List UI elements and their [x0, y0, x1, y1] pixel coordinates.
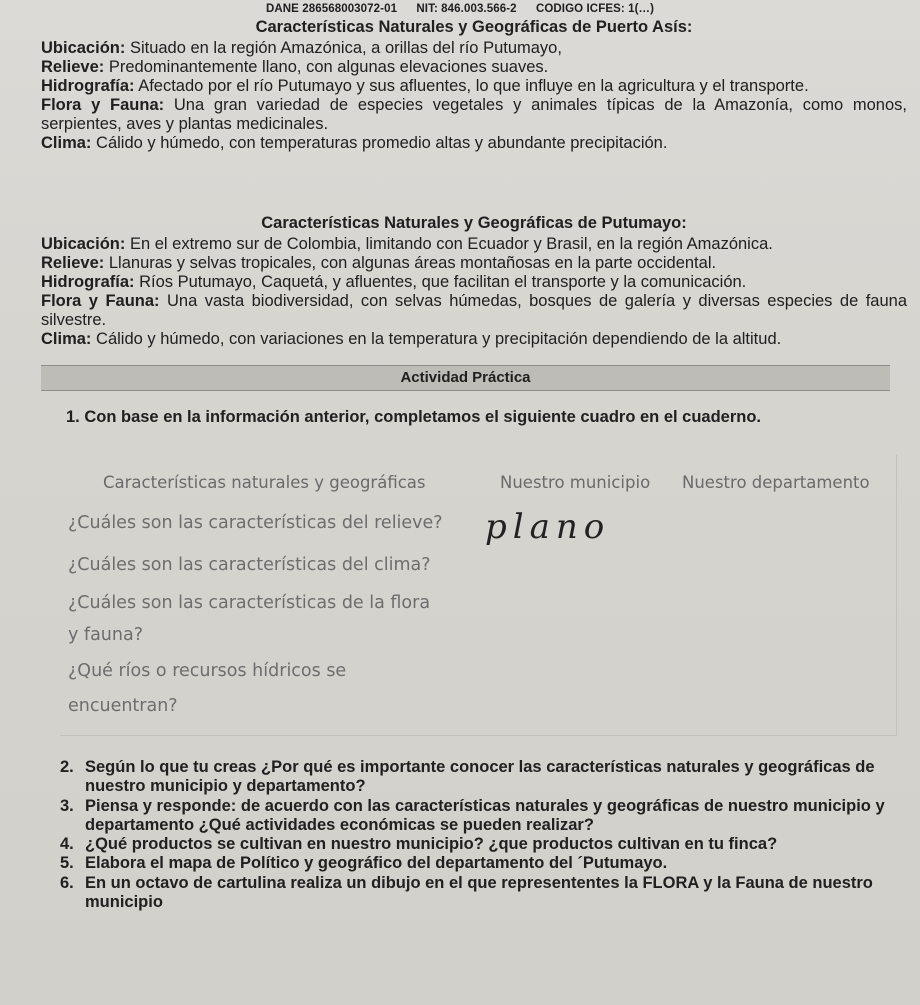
- question-item: [60, 758, 910, 797]
- questions-list: [60, 758, 910, 912]
- question-item: [60, 797, 910, 836]
- table-header-departamento: Nuestro departamento: [682, 473, 870, 492]
- school-header: [0, 3, 920, 15]
- hidrografia-paragraph: [41, 77, 907, 96]
- question-number: 4.: [60, 835, 74, 854]
- question-number: 5.: [60, 854, 74, 873]
- clima-paragraph: [41, 134, 907, 153]
- section-title: Características Naturales y Geográficas de Puerto Asís:: [255, 18, 693, 36]
- question-text: Según lo que tu creas ¿Por qué es importante conocer las características naturales y geográficas de nuestro municipio y departamento?: [85, 758, 875, 796]
- ubicacion-label: Ubicación:: [41, 235, 126, 253]
- section-title: Características Naturales y Geográficas de Putumayo:: [261, 214, 687, 232]
- question-item: [60, 854, 910, 873]
- nit-code: NIT: 846.003.566-2: [416, 3, 517, 15]
- relieve-paragraph: [41, 254, 907, 273]
- table-row-relieve: ¿Cuáles son las características del relieve?: [68, 513, 443, 533]
- ubicacion-paragraph: [41, 235, 907, 254]
- section-putumayo: [41, 214, 907, 349]
- question-number: 3.: [60, 796, 74, 815]
- question-text: ¿Qué productos se cultivan en nuestro municipio? ¿que productos cultivan en tu finca?: [85, 835, 778, 854]
- handwritten-answer: plano: [485, 507, 611, 547]
- flora-fauna-text: Una vasta biodiversidad, con selvas húmedas, bosques de galería y diversas especies de fauna silvestre.: [41, 292, 907, 329]
- hidrografia-text: Afectado por el río Putumayo y sus afluentes, lo que influye en la agricultura y el transporte.: [134, 77, 809, 95]
- hidrografia-paragraph: [41, 273, 907, 292]
- question-number: 2.: [60, 758, 74, 776]
- table-header-characteristics: Características naturales y geográficas: [103, 473, 426, 492]
- activity-title-bar: Actividad Práctica: [41, 365, 890, 391]
- comparison-table: [60, 455, 910, 740]
- flora-fauna-paragraph: [41, 96, 907, 134]
- dane-code: DANE 286568003072-01: [265, 3, 398, 15]
- relieve-label: Relieve:: [41, 58, 105, 76]
- relieve-label: Relieve:: [41, 254, 105, 272]
- question-item: [60, 874, 910, 913]
- hidrografia-label: Hidrografía:: [41, 77, 135, 95]
- table-row-rios-cont: encuentran?: [68, 696, 178, 716]
- hidrografia-label: Hidrografía:: [41, 273, 135, 291]
- question-text: Piensa y responde: de acuerdo con las características naturales y geográficas de nuestro municipio y departamento ¿Qué actividades económicas se pueden realizar?: [85, 796, 885, 834]
- section-puerto-asis: [41, 18, 907, 153]
- flora-fauna-label: Flora y Fauna:: [41, 292, 160, 310]
- clima-text: Cálido y húmedo, con variaciones en la temperatura y precipitación dependiendo de la altitud.: [91, 330, 782, 348]
- table-header-municipio: Nuestro municipio: [500, 473, 651, 492]
- ubicacion-text: Situado en la región Amazónica, a orillas del río Putumayo,: [125, 39, 562, 57]
- clima-text: Cálido y húmedo, con temperaturas promedio altas y abundante precipitación.: [91, 134, 668, 152]
- icfes-code: CODIGO ICFES: 1(…): [535, 3, 655, 15]
- table-row-flora: ¿Cuáles son las características de la flora: [68, 593, 431, 613]
- ubicacion-text: En el extremo sur de Colombia, limitando con Ecuador y Brasil, en la región Amazónica.: [125, 235, 773, 253]
- clima-label: Clima:: [41, 330, 92, 348]
- question-text: En un octavo de cartulina realiza un dibujo en el que represententes la FLORA y la Fauna de nuestro municipio: [85, 873, 873, 912]
- question-text: Elabora el mapa de Político y geográfico del departamento del ´Putumayo.: [85, 854, 668, 873]
- clima-label: Clima:: [41, 134, 92, 152]
- question-1: 1. Con base en la información anterior, completamos el siguiente cuadro en el cuaderno.: [66, 408, 762, 426]
- flora-fauna-text: Una gran variedad de especies vegetales y animales típicas de la Amazonía, como monos, serpientes, aves y plantas medicinales.: [41, 96, 907, 133]
- table-row-clima: ¿Cuáles son las características del clima?: [68, 555, 431, 575]
- clima-paragraph: [41, 330, 907, 349]
- table-row-rios: ¿Qué ríos o recursos hídricos se: [68, 661, 347, 681]
- relieve-text: Llanuras y selvas tropicales, con algunas áreas montañosas en la parte occidental.: [104, 254, 717, 272]
- table-row-flora-cont: y fauna?: [68, 625, 143, 645]
- relieve-text: Predominantemente llano, con algunas elevaciones suaves.: [104, 58, 549, 76]
- flora-fauna-label: Flora y Fauna:: [41, 96, 165, 114]
- hidrografia-text: Ríos Putumayo, Caquetá, y afluentes, que facilitan el transporte y la comunicación.: [134, 273, 747, 291]
- ubicacion-paragraph: [41, 39, 907, 58]
- question-number: 6.: [60, 873, 74, 892]
- ubicacion-label: Ubicación:: [41, 39, 126, 57]
- relieve-paragraph: [41, 58, 907, 77]
- flora-fauna-paragraph: [41, 292, 907, 330]
- question-item: [60, 835, 910, 854]
